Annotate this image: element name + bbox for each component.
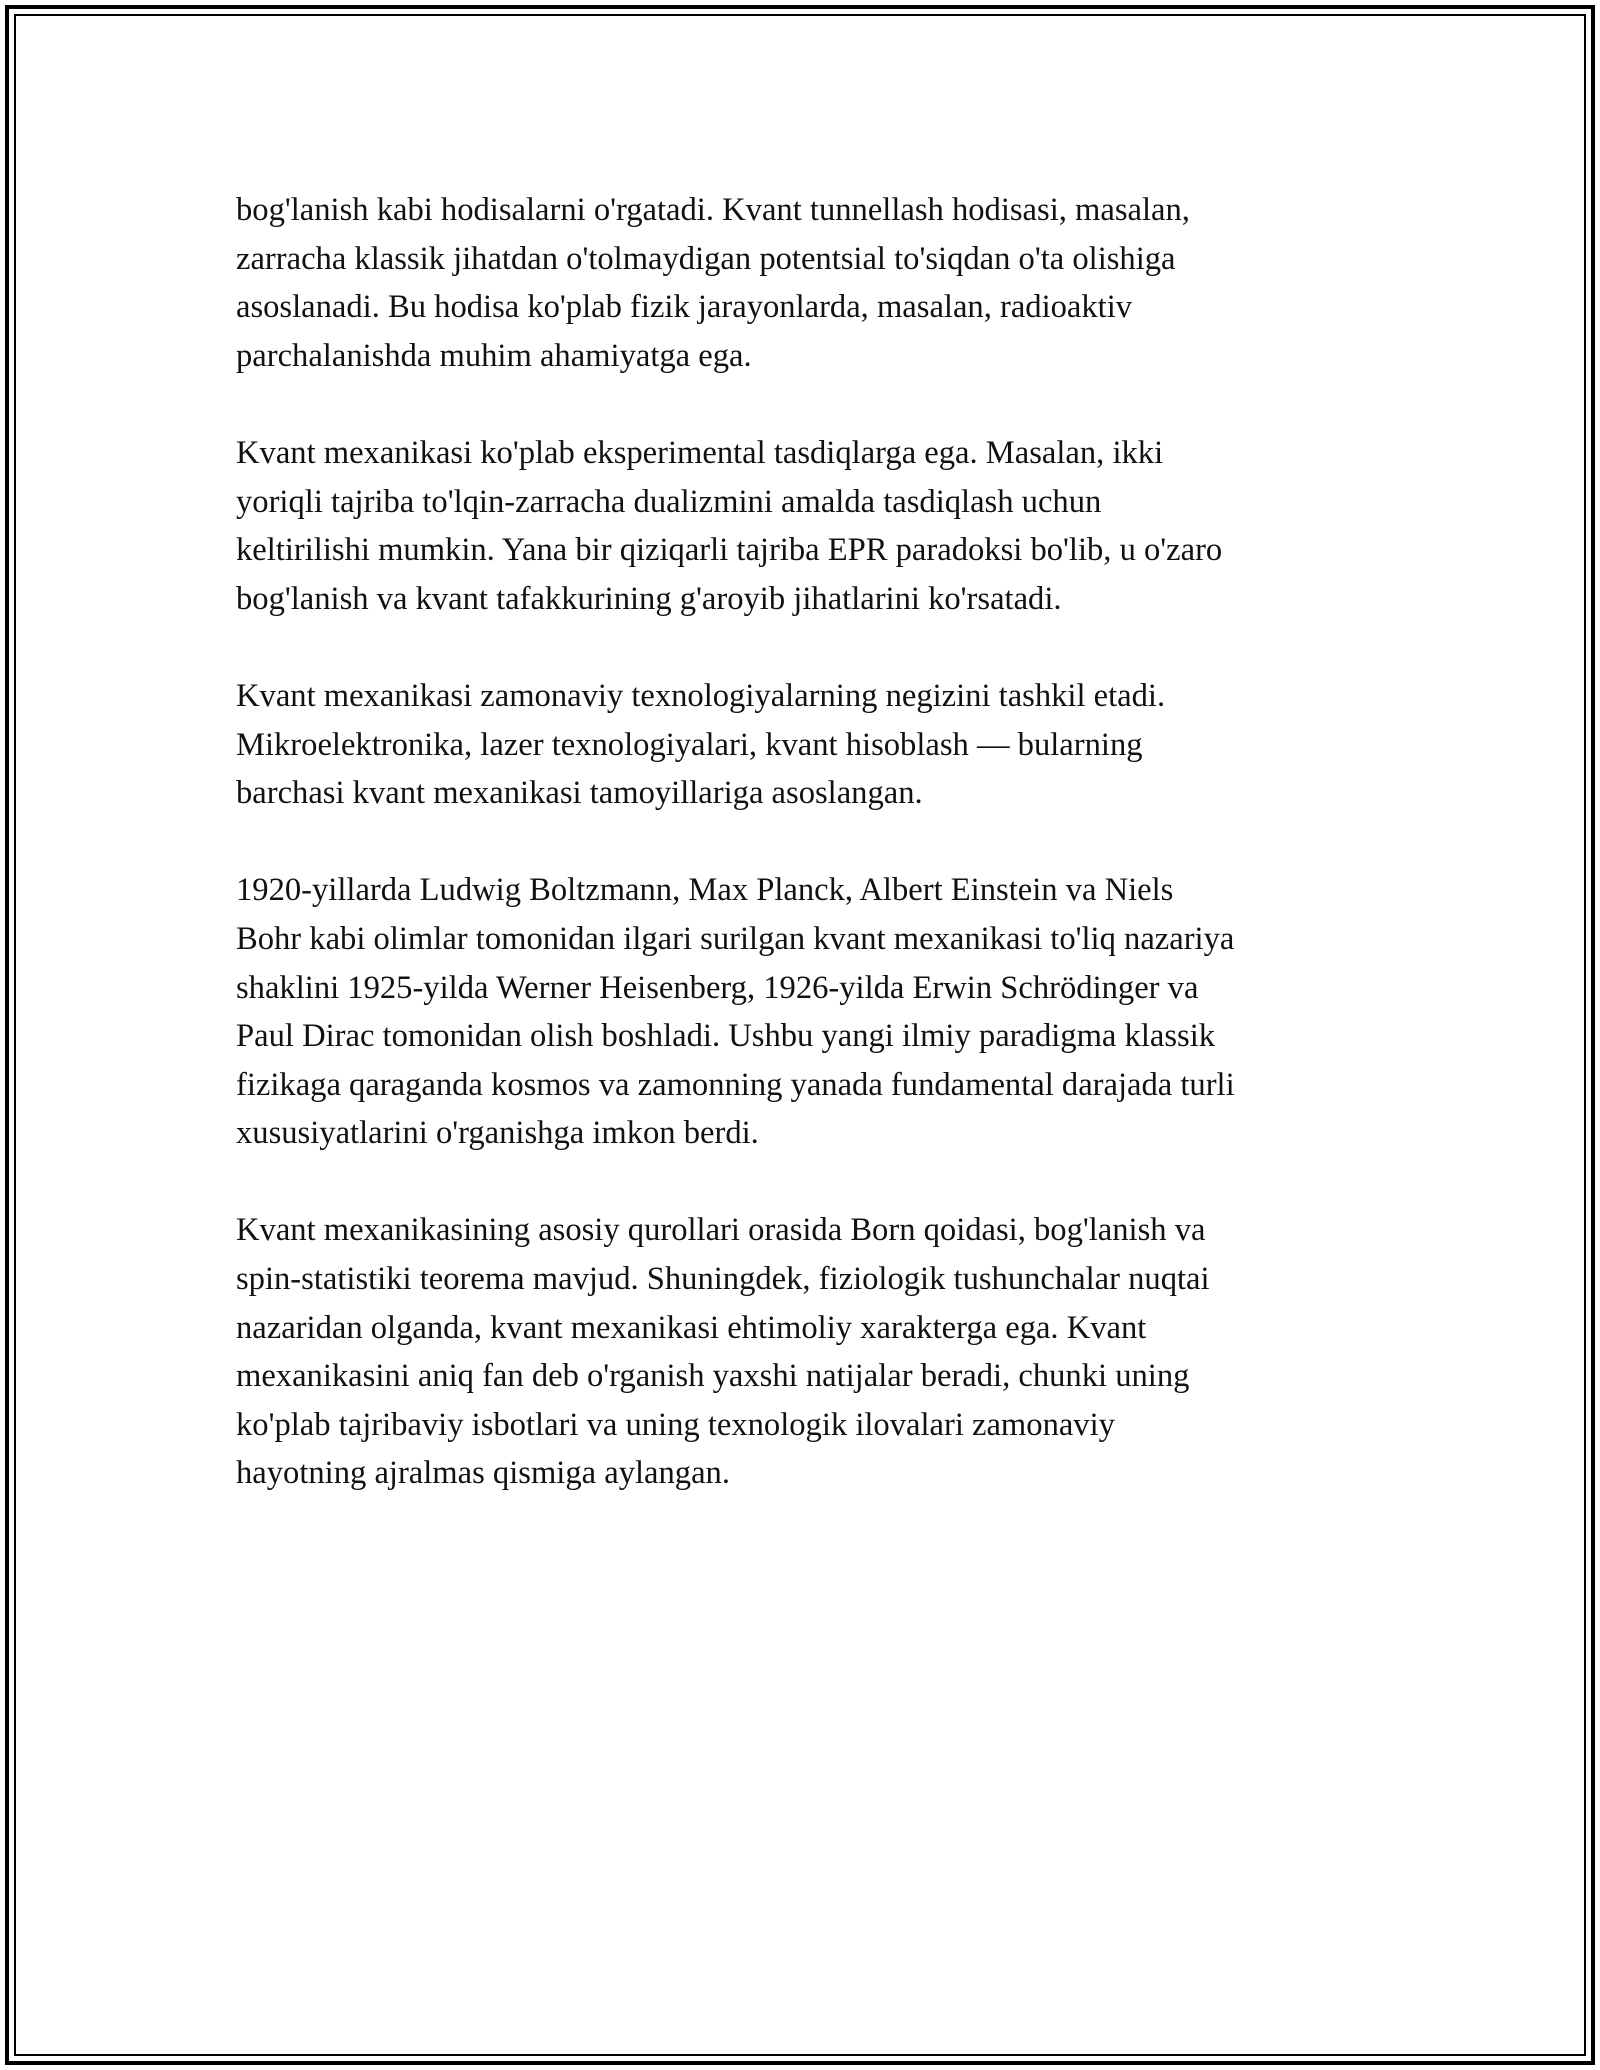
text-line: shaklini 1925-yilda Werner Heisenberg, 1926-yilda Erwin Schrödinger va (236, 969, 1199, 1006)
text-line: zarracha klassik jihatdan o'tolmaydigan potentsial to'siqdan o'ta olishiga (236, 240, 1176, 277)
document-body (236, 186, 1376, 1547)
text-line: bog'lanish va kvant tafakkurining g'aroyib jihatlarini ko'rsatadi. (236, 580, 1062, 617)
text-line: fizikaga qaraganda kosmos va zamonning yanada fundamental darajada turli (236, 1066, 1235, 1103)
text-line: parchalanishda muhim ahamiyatga ega. (236, 337, 752, 374)
text-line: Mikroelektronika, lazer texnologiyalari, kvant hisoblash — bularning (236, 726, 1143, 763)
text-line: hayotning ajralmas qismiga aylangan. (236, 1455, 730, 1492)
text-line: yoriqli tajriba to'lqin-zarracha dualizmini amalda tasdiqlash uchun (236, 483, 1102, 520)
paragraph-history (236, 866, 1376, 1158)
text-line: 1920-yillarda Ludwig Boltzmann, Max Planck, Albert Einstein va Niels (236, 872, 1174, 909)
text-line: xususiyatlarini o'rganishga imkon berdi. (236, 1115, 759, 1152)
text-line: bog'lanish kabi hodisalarni o'rgatadi. Kvant tunnellash hodisasi, masalan, (236, 192, 1190, 228)
text-line: barchasi kvant mexanikasi tamoyillariga asoslangan. (236, 775, 923, 812)
text-line: ko'plab tajribaviy isbotlari va uning texnologik ilovalari zamonaviy (236, 1406, 1115, 1443)
paragraph-tools (236, 1206, 1376, 1498)
text-line: Paul Dirac tomonidan olish boshladi. Ushbu yangi ilmiy paradigma klassik (236, 1018, 1216, 1055)
paragraph-experiments (236, 429, 1376, 623)
text-line: mexanikasini aniq fan deb o'rganish yaxshi natijalar beradi, chunki uning (236, 1358, 1190, 1395)
text-line: Bohr kabi olimlar tomonidan ilgari surilgan kvant mexanikasi to'liq nazariya (236, 920, 1235, 957)
text-line: spin-statistiki teorema mavjud. Shuningdek, fiziologik tushunchalar nuqtai (236, 1261, 1210, 1298)
text-line: Kvant mexanikasi zamonaviy texnologiyalarning negizini tashkil etadi. (236, 677, 1166, 714)
text-line: keltirilishi mumkin. Yana bir qiziqarli tajriba EPR paradoksi bo'lib, u o'zaro (236, 532, 1223, 569)
text-line: asoslanadi. Bu hodisa ko'plab fizik jarayonlarda, masalan, radioaktiv (236, 289, 1133, 326)
text-line: Kvant mexanikasining asosiy qurollari orasida Born qoidasi, bog'lanish va (236, 1212, 1206, 1249)
text-line: nazaridan olganda, kvant mexanikasi ehtimoliy xarakterga ega. Kvant (236, 1309, 1147, 1346)
text-line: Kvant mexanikasi ko'plab eksperimental tasdiqlarga ega. Masalan, ikki (236, 434, 1164, 471)
paragraph-technologies (236, 672, 1376, 818)
paragraph-tunneling (236, 186, 1376, 380)
